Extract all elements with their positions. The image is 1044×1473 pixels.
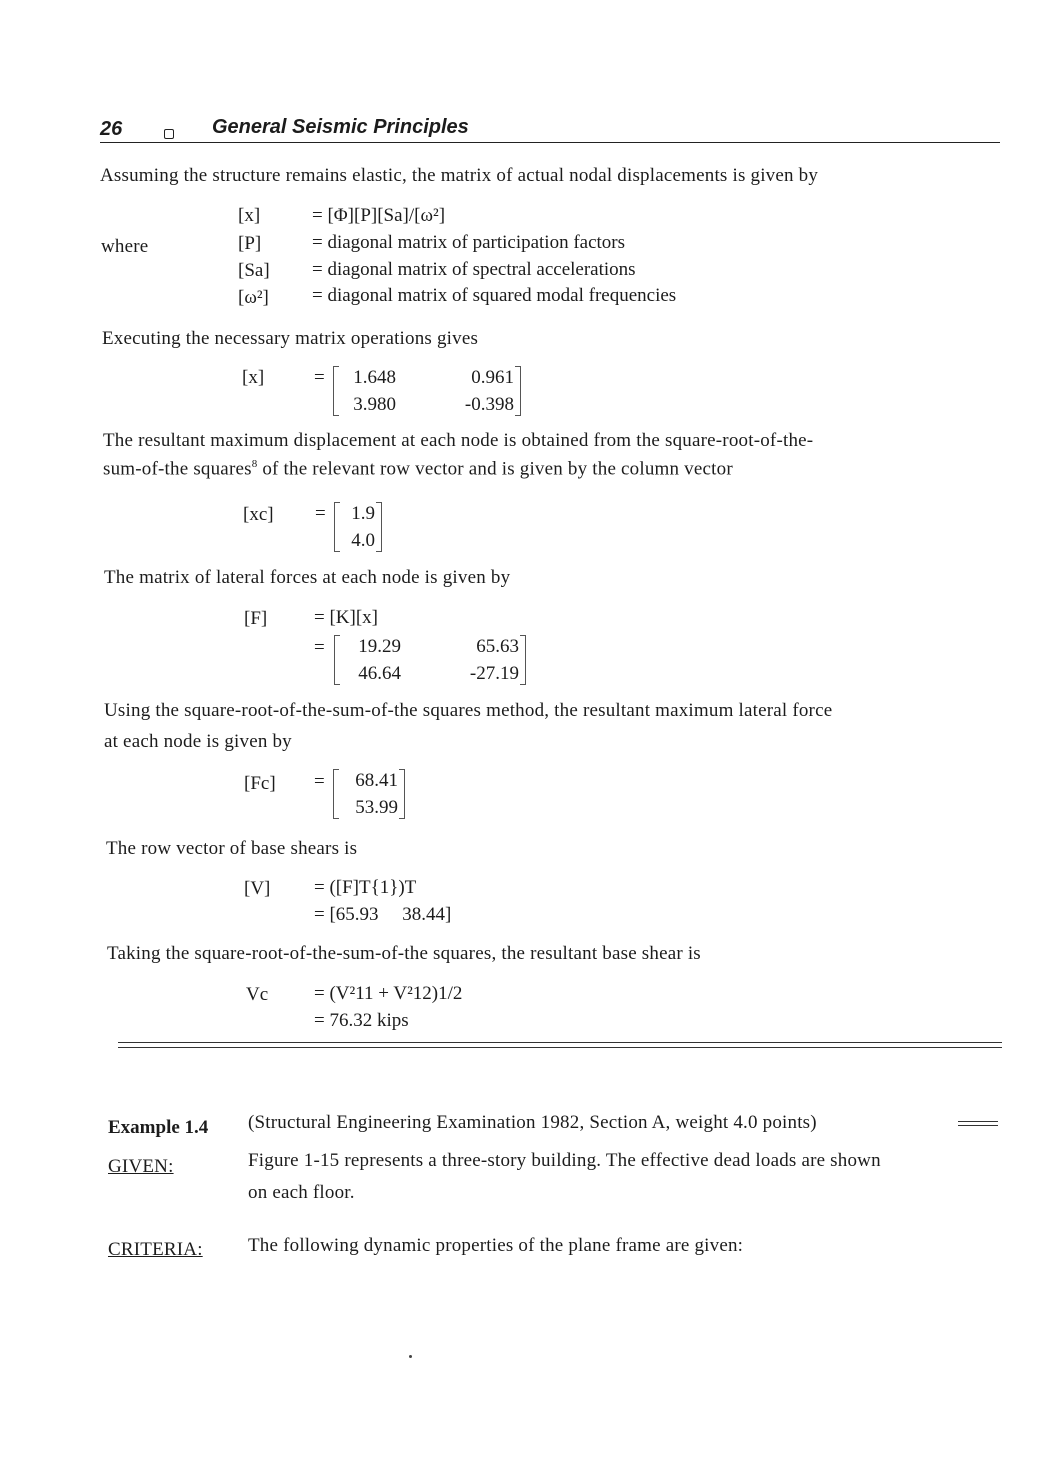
criteria-label: CRITERIA: bbox=[108, 1239, 203, 1260]
paragraph: Executing the necessary matrix operations gives bbox=[102, 328, 479, 349]
matrix-cell: 1.648 bbox=[353, 367, 396, 388]
equation-lhs: [V] bbox=[244, 878, 271, 899]
equation-lhs: [x] bbox=[242, 367, 265, 388]
paragraph: The matrix of lateral forces at each node is given by bbox=[104, 567, 511, 588]
page-number: 26 bbox=[100, 118, 123, 140]
paragraph: Taking the square-root-of-the-sum-of-the squares, the resultant base shear is bbox=[107, 943, 701, 964]
equals-sign: = bbox=[314, 367, 325, 388]
matrix-cell: 46.64 bbox=[358, 663, 401, 684]
matrix-cell: 1.9 bbox=[351, 503, 375, 524]
paragraph: Assuming the structure remains elastic, the matrix of actual nodal displacements is given by bbox=[100, 165, 819, 186]
definition-symbol: [Sa] bbox=[238, 260, 270, 281]
matrix-cell: 4.0 bbox=[351, 530, 375, 551]
equation-rhs: = 76.32 kips bbox=[314, 1010, 409, 1031]
equation-lhs: [x] bbox=[238, 205, 261, 226]
footnote-marker: 8 bbox=[251, 458, 258, 470]
matrix-cell: 19.29 bbox=[358, 636, 401, 657]
paragraph bbox=[103, 458, 733, 480]
matrix-bracket-left bbox=[334, 502, 340, 552]
equation-rhs: = [K][x] bbox=[314, 607, 378, 628]
end-rule bbox=[958, 1121, 998, 1122]
example-description: (Structural Engineering Examination 1982, Section A, weight 4.0 points) bbox=[248, 1112, 817, 1133]
matrix bbox=[341, 633, 519, 687]
matrix bbox=[340, 364, 514, 418]
given-text: Figure 1-15 represents a three-story building. The effective dead loads are shown bbox=[248, 1150, 881, 1171]
equals-sign: = bbox=[314, 637, 325, 658]
where-label: where bbox=[101, 236, 149, 257]
equation-lhs: Vc bbox=[246, 984, 269, 1005]
matrix-bracket-right bbox=[399, 769, 405, 819]
matrix-cell: 3.980 bbox=[353, 394, 396, 415]
equation-rhs: = ([F]T{1})T bbox=[314, 877, 417, 898]
equation-lhs: [F] bbox=[244, 608, 268, 629]
paragraph-text: of the relevant row vector and is given by the column vector bbox=[257, 458, 733, 480]
paragraph-text: sum-of-the squares bbox=[103, 458, 252, 480]
given-text: on each floor. bbox=[248, 1182, 355, 1203]
definition-text: = diagonal matrix of spectral accelerations bbox=[312, 259, 636, 280]
matrix-cell: 65.63 bbox=[476, 636, 519, 657]
matrix-bracket-left bbox=[333, 769, 339, 819]
example-label: Example 1.4 bbox=[108, 1117, 209, 1138]
definition-text: = diagonal matrix of participation factors bbox=[312, 232, 626, 253]
end-rule bbox=[958, 1125, 998, 1126]
equation-rhs: = [65.93 38.44] bbox=[314, 904, 452, 925]
section-divider bbox=[118, 1047, 1002, 1048]
matrix-cell: -0.398 bbox=[464, 394, 514, 415]
given-label: GIVEN: bbox=[108, 1156, 174, 1177]
matrix-cell: 53.99 bbox=[355, 797, 398, 818]
matrix-cell: 68.41 bbox=[355, 770, 398, 791]
paragraph: at each node is given by bbox=[104, 731, 292, 752]
matrix-bracket-left bbox=[334, 635, 340, 685]
column-vector bbox=[341, 500, 375, 554]
hollow-square-icon bbox=[164, 126, 174, 144]
paragraph: Using the square-root-of-the-sum-of-the squares method, the resultant maximum lateral force bbox=[104, 700, 833, 721]
equation-lhs: [Fc] bbox=[244, 773, 276, 794]
equation-rhs: = (V²11 + V²12)1/2 bbox=[314, 983, 463, 1004]
column-vector bbox=[340, 767, 398, 821]
definition-symbol: [ω²] bbox=[238, 287, 269, 308]
section-divider bbox=[118, 1042, 1002, 1043]
equation-rhs: = [Φ][P][Sa]/[ω²] bbox=[312, 205, 446, 226]
equals-sign: = bbox=[314, 771, 325, 792]
paragraph: The row vector of base shears is bbox=[106, 838, 358, 859]
matrix-bracket-right bbox=[376, 502, 382, 552]
matrix-cell: -27.19 bbox=[469, 663, 519, 684]
equals-sign: = bbox=[315, 503, 326, 524]
matrix-bracket-right bbox=[520, 635, 526, 685]
definition-text: = diagonal matrix of squared modal frequencies bbox=[312, 285, 677, 306]
chapter-title: General Seismic Principles bbox=[212, 116, 469, 138]
matrix-bracket-left bbox=[333, 366, 339, 416]
scan-speck bbox=[409, 1355, 412, 1358]
criteria-text: The following dynamic properties of the plane frame are given: bbox=[248, 1235, 744, 1256]
matrix-cell: 0.961 bbox=[471, 367, 514, 388]
matrix-bracket-right bbox=[515, 366, 521, 416]
equation-lhs: [xc] bbox=[243, 504, 274, 525]
definition-symbol: [P] bbox=[238, 233, 262, 254]
paragraph: The resultant maximum displacement at each node is obtained from the square-root-of-the- bbox=[103, 430, 814, 451]
